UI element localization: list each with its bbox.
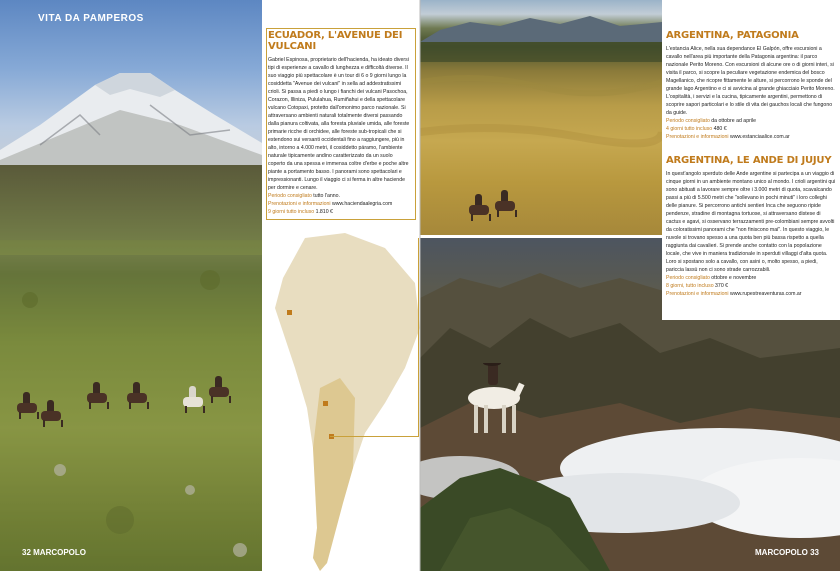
price-line bbox=[666, 125, 836, 133]
gaucho-on-horse bbox=[460, 363, 530, 443]
horse-rider bbox=[44, 400, 58, 426]
period-label: Periodo consigliato bbox=[666, 118, 710, 124]
article-jujuy bbox=[666, 155, 836, 298]
period-value: da ottobre ad aprile bbox=[711, 118, 756, 124]
article-headline: ECUADOR, L'AVENUE DEI VULCANI bbox=[268, 30, 403, 52]
jujuy-marker bbox=[323, 401, 328, 406]
horse-rider bbox=[472, 194, 486, 220]
price-line bbox=[666, 282, 836, 290]
info-line bbox=[666, 290, 836, 298]
article-body: In quest'angolo sperduto delle Ande argentine si partecipa a un viaggio di cinque giorni in un ambiente montano unico al mondo. I crioli argentini qui sono abituati a lavorare sempre oltre i 3.000 metri di quota, scavalcando passi a più di 5.500 metri che "sollevano in pochi minuti" i loro colleghi delle pianure. Si percorrono antichi sentieri Inca che seguono ripide pendenze, stradine di montagna tortuose, si attraversano distese di cactus e agavi, si osservano terrazzamenti pre-colombiani sempre avvolti da coloratissimi panorami che "non finiscono mai". In questo viaggio, le nuvole si trovano spesso a una quota ben più bassa rispetto a quella raggiunta dai cavalieri. Si prende anche contatto con la popolazione locale, che vive in maniera tradizionale in sperduti villaggi d'alta quota. Loro si spostano solo a cavallo, con asini o, molto spesso, a piedi, pariccia lassù non ci sono strade carrozzabili. bbox=[666, 171, 836, 273]
period-label: Periodo consigliato bbox=[268, 193, 312, 199]
page-gutter bbox=[419, 0, 421, 571]
volcano-snowcap bbox=[0, 55, 262, 175]
page-number-left: 32 MARCOPOLO bbox=[22, 548, 87, 557]
ecuador-marker bbox=[287, 310, 292, 315]
horse-rider bbox=[130, 382, 144, 408]
info-link[interactable]: www.rupestreaventuras.com.ar bbox=[730, 291, 802, 297]
jujuy-connector-line bbox=[330, 238, 419, 437]
horse-rider bbox=[498, 190, 512, 216]
info-label: Prenotazioni e informazioni bbox=[666, 291, 729, 297]
info-label: Prenotazioni e informazioni bbox=[268, 201, 331, 207]
price-value: 480 € bbox=[713, 126, 727, 132]
right-page bbox=[420, 0, 840, 571]
article-headline: ARGENTINA, PATAGONIA bbox=[666, 30, 799, 41]
period-value: ottobre e novembre bbox=[711, 275, 757, 281]
horse-rider bbox=[90, 382, 104, 408]
period-line bbox=[666, 117, 836, 125]
article-headline: ARGENTINA, LE ANDE DI JUJUY bbox=[666, 155, 832, 166]
info-link[interactable]: www.haciendaalegria.com bbox=[332, 201, 393, 207]
period-line bbox=[666, 274, 836, 282]
info-label: Prenotazioni e informazioni bbox=[666, 134, 729, 140]
ecuador-callout-frame bbox=[266, 28, 416, 220]
steppe bbox=[420, 42, 662, 235]
article-patagonia bbox=[666, 30, 836, 141]
article-body: Gabriel Espinosa, proprietario dell'hacienda, ha ideato diversi tipi di esperienze a cavallo di lunghezza e difficoltà diverse. Il suo viaggio più spettacolare è un tour di 6 o 9 giorni lungo la cosiddetta "Avenue dei vulcani" in sella ad addestratissimi crioli. Si passa a piedi o lungo i fianchi dei vulcani Pasochoa, Corazon, Illiniza, Pululahua, Rumiñahui e della spettacolare vulcano Cotopaxi, protetto dall'omonimo parco nazionale. Si attraversano ambienti naturali totalmente diversi passando dalla pianura coltivata, alla foresta pluviale umida, alle foreste primarie ricche di orchidee, alle foreste sub-tropicali che si estendono sui versanti occidentali fino a raggiungere, più in alto, intorno a 4.000 metri, il cosiddetto páramo, l'ambiente naturale tipicamente andino caratterizzato da un suolo coperto da una spessa e immensa coltre d'erbe e poche altre piante a portamento basso. I panorami sono spettacolari e impressionanti. Lungo il viaggio ci si ferma in altre haciende per dormire e cenare. bbox=[268, 57, 410, 191]
horse-rider bbox=[20, 392, 34, 418]
page-number-right: MARCOPOLO 33 bbox=[755, 548, 820, 557]
article-body: L'estancia Alice, nella sua dependance El Galpón, offre escursioni a cavallo nell'area più importante della Patagonia argentina: il parco nazionale Perito Moreno. Con escursioni di alcune ore o di giorni interi, si visita il parco, si scopre la peculiare vegetazione endemica del bosco Magellanico, che ricopre fittamente le alture, si percorrono le sponde del grande lago Argentino e ci si avvicina al grande ghiacciaio Perito Moreno. L'ospitalità, i servizi e la cucina, tipicamente argentini, permettono di scoprire sapori particolari e lo stile di vita dei gauchos locali che fungono da guide. bbox=[666, 46, 835, 116]
price-value: 370 € bbox=[715, 283, 729, 289]
section-tag: VITA DA PAMPEROS bbox=[38, 13, 144, 24]
foreground-hill bbox=[420, 438, 610, 571]
horse-rider bbox=[212, 376, 226, 402]
period-label: Periodo consigliato bbox=[666, 275, 710, 281]
info-link[interactable]: www.estanciaalice.com.ar bbox=[730, 134, 790, 140]
patagonia-photo bbox=[420, 0, 662, 235]
price-value: 1.810 € bbox=[315, 209, 333, 215]
price-label: 9 giorni tutto incluso bbox=[268, 209, 315, 215]
price-label: 4 giorni tutto incluso bbox=[666, 126, 713, 132]
mountain-range bbox=[420, 12, 662, 42]
price-label: 8 giorni, tutto incluso bbox=[666, 283, 714, 289]
cotopaxi-photo bbox=[0, 0, 262, 571]
info-line bbox=[666, 133, 836, 141]
horse-rider bbox=[186, 386, 200, 412]
period-value: tutto l'anno. bbox=[313, 193, 340, 199]
